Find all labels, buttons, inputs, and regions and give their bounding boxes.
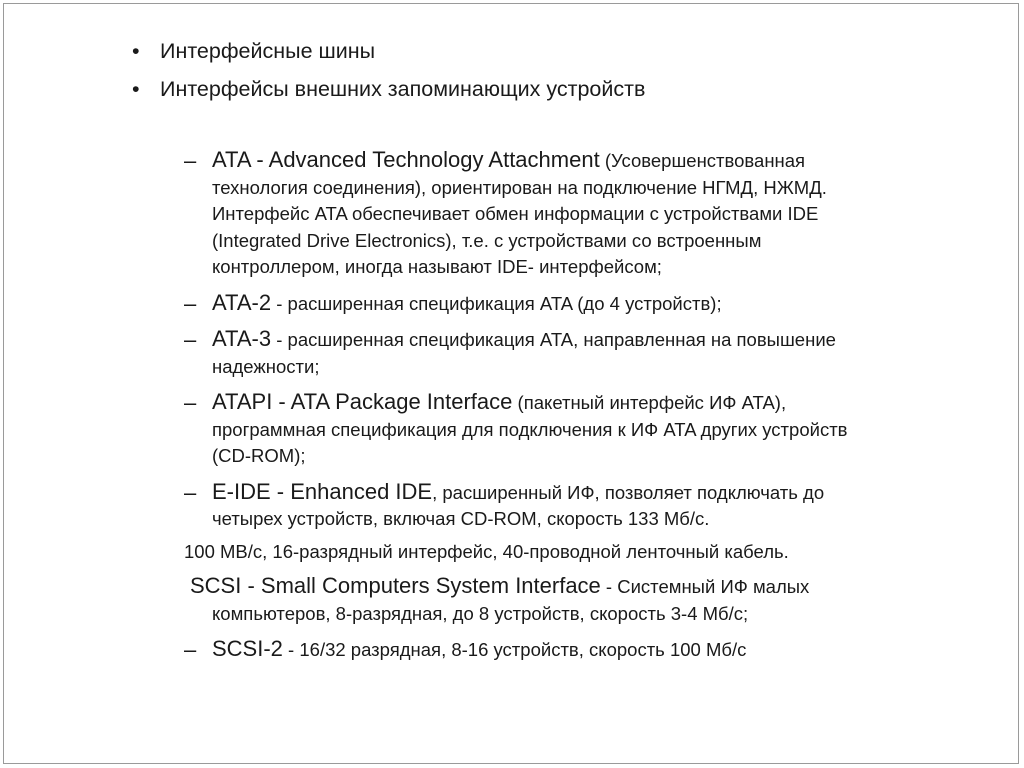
item-text: Интерфейс ATA обеспечивает обмен информации с устройствами IDE — [212, 203, 819, 224]
bullet-list — [132, 38, 992, 114]
item-text: (Усовершенствованная — [599, 150, 806, 171]
item-ata2 — [184, 290, 984, 318]
dash-marker: – — [184, 148, 197, 173]
dash-marker: – — [184, 327, 197, 352]
item-text: - расширенная спецификация ATA (до 4 устройств); — [271, 292, 722, 314]
item-ata — [184, 147, 984, 281]
item-heading: ATA-3 — [212, 326, 272, 351]
item-ata3 — [184, 326, 984, 380]
slide — [3, 3, 1019, 764]
dash-marker: – — [184, 479, 197, 505]
item-text: , расширенный ИФ, позволяет подключать до — [432, 481, 825, 503]
speed-line: 100 МВ/с, 16-разрядный интерфейс, 40-проводной ленточный кабель. — [184, 540, 789, 562]
bullet-marker: • — [132, 39, 140, 63]
item-text: (CD-ROM); — [212, 445, 306, 466]
interface-list — [184, 147, 984, 664]
item-heading: ATA - Advanced Technology Attachment — [212, 147, 600, 172]
item-scsi2 — [184, 636, 984, 664]
dash-marker: – — [184, 390, 197, 415]
bullet-item — [132, 38, 992, 76]
item-text: компьютеров, 8-разрядная, до 8 устройств, скорость 3-4 Мб/с; — [212, 602, 749, 624]
item-atapi — [184, 389, 984, 470]
item-text: - расширенная спецификация ATA, направленная на повышение — [271, 329, 836, 350]
dash-marker: – — [184, 637, 197, 662]
item-text: программная спецификация для подключения к ИФ ATA других устройств — [212, 418, 848, 440]
item-text: четырех устройств, включая CD-ROM, скорость 133 Мб/с. — [212, 508, 710, 529]
item-text: (пакетный интерфейс ИФ ATA), — [512, 392, 787, 413]
item-text: контроллером, иногда называют IDE- интерфейсом; — [212, 256, 662, 277]
item-text: надежности; — [212, 355, 320, 377]
bullet-marker: • — [132, 77, 140, 101]
item-heading: E-IDE - Enhanced IDE — [212, 478, 433, 504]
item-scsi — [184, 573, 984, 627]
bullet-text: Интерфейсные шины — [160, 39, 376, 63]
item-text: технология соединения), ориентирован на подключение НГМД, НЖМД. — [212, 176, 827, 198]
item-heading: SCSI-2 — [212, 636, 283, 661]
bullet-text: Интерфейсы внешних запоминающих устройств — [160, 77, 646, 101]
item-heading: ATAPI - ATA Package Interface — [212, 389, 513, 414]
dash-marker: – — [184, 290, 197, 316]
item-text: - 16/32 разрядная, 8-16 устройств, скорость 100 Мб/с — [282, 639, 747, 660]
item-text: (Integrated Drive Electronics), т.е. с устройствами со встроенным — [212, 229, 762, 251]
item-heading: SCSI - Small Computers System Interface — [190, 573, 601, 598]
bullet-item — [132, 76, 992, 114]
item-heading: ATA-2 — [212, 289, 272, 315]
item-eide — [184, 479, 984, 533]
item-text: - Системный ИФ малых — [600, 576, 810, 597]
